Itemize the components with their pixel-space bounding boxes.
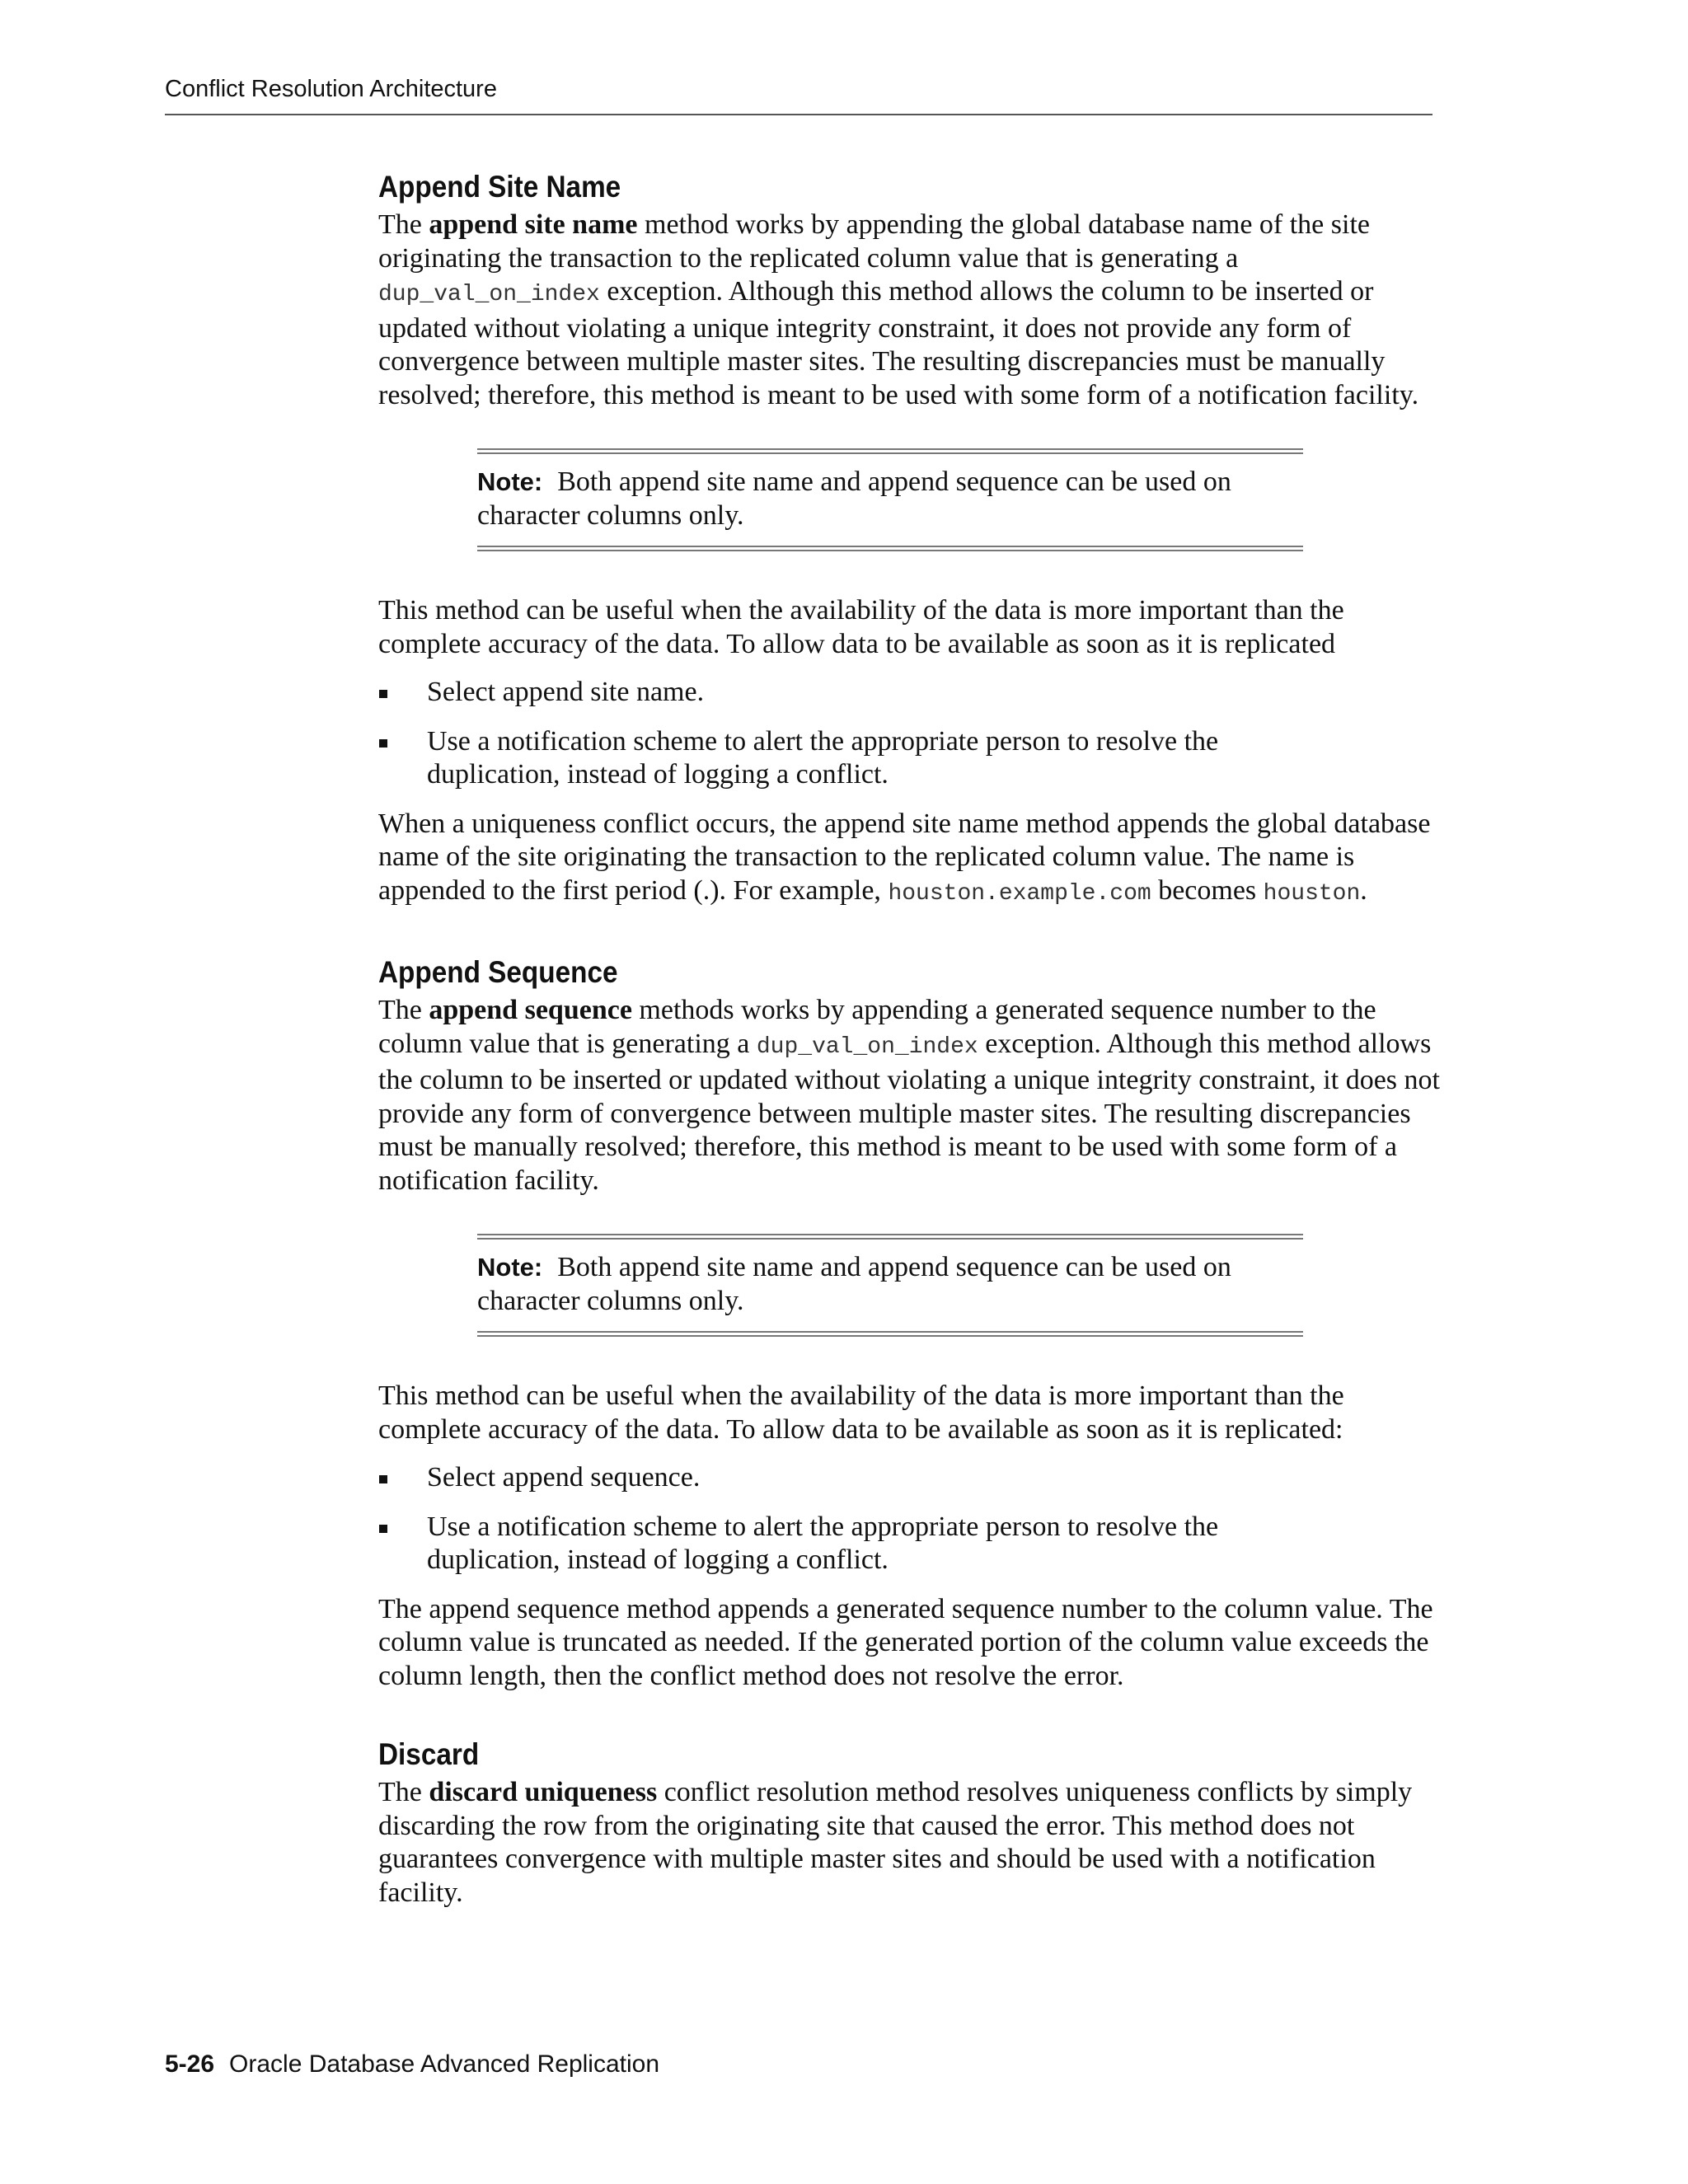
bold-term: append site name [429, 209, 638, 240]
paragraph: The append sequence methods works by appending a generated sequence number to the column value that is generating a dup_val_on_index exception. Although this method allows the column to be inserted or updated without violating a unique integrity constraint, it does not provide any form of convergence between multiple master sites. The resulting discrepancies must be manually resolved; therefore, this method is meant to be used with some form of a notification facility. [378, 995, 1440, 1196]
note-box [477, 1234, 1303, 1337]
list-item: Select append sequence. [378, 1461, 1301, 1495]
code-term: dup_val_on_index [378, 282, 600, 307]
section-append-sequence [378, 954, 1442, 1693]
bullet-square-icon [379, 1525, 387, 1533]
note-rule-top [477, 1234, 1303, 1240]
section-heading: Append Site Name [378, 170, 621, 204]
main-content [378, 169, 1442, 1910]
paragraph: This method can be useful when the availability of the data is more important than the complete accuracy of the data. To allow data to be available as soon as it is replicated: [378, 1380, 1344, 1445]
bullet-square-icon [379, 690, 387, 698]
code-term: houston [1263, 880, 1361, 907]
section-discard [378, 1736, 1442, 1910]
list-item: Use a notification scheme to alert the appropriate person to resolve the duplication, instead of logging a conflict. [378, 1511, 1301, 1577]
running-header: Conflict Resolution Architecture [165, 76, 497, 102]
section-append-site-name [378, 169, 1442, 911]
note-rule-top [477, 448, 1303, 454]
bold-term: append sequence [429, 995, 632, 1025]
bullet-list [378, 676, 1442, 792]
note-text: Both append site name and append sequence can be used on character columns only. [477, 466, 1231, 531]
paragraph: When a uniqueness conflict occurs, the append site name method appends the global database name of the site originating the transaction to the replicated column value. The name is appended to the first period (.). For example, houston.example.com becomes houston. [378, 808, 1431, 907]
section-heading: Discard [378, 1737, 480, 1771]
paragraph: The discard uniqueness conflict resolution method resolves uniqueness conflicts by simply discarding the row from the originating site that caused the error. This method does not guarantees convergence with multiple master sites and should be used with a notification facility. [378, 1777, 1413, 1908]
page-number: 5-26 [165, 2050, 215, 2078]
bold-term: discard uniqueness [429, 1777, 658, 1807]
header-rule [165, 114, 1432, 115]
list-item: Select append site name. [378, 676, 1301, 710]
bullet-square-icon [379, 739, 387, 748]
paragraph: The append sequence method appends a generated sequence number to the column value. The column value is truncated as needed. If the generated portion of the column value exceeds the column length, then the conflict method does not resolve the error. [378, 1593, 1433, 1691]
page-footer [165, 2050, 659, 2079]
note-label: Note: [477, 467, 543, 496]
note-rule-bottom [477, 1331, 1303, 1337]
list-item: Use a notification scheme to alert the appropriate person to resolve the duplication, instead of logging a conflict. [378, 725, 1301, 792]
bullet-square-icon [379, 1475, 387, 1483]
section-heading: Append Sequence [378, 955, 618, 989]
paragraph: This method can be useful when the availability of the data is more important than the complete accuracy of the data. To allow data to be available as soon as it is replicated [378, 595, 1344, 659]
note-text: Both append site name and append sequence can be used on character columns only. [477, 1252, 1231, 1316]
code-term: houston.example.com [888, 880, 1151, 907]
note-box [477, 448, 1303, 551]
book-title: Oracle Database Advanced Replication [229, 2050, 660, 2078]
note-label: Note: [477, 1253, 543, 1282]
paragraph: The append site name method works by appending the global database name of the site originating the transaction to the replicated column value that is generating a dup_val_on_index exception. Although this method allows the column to be inserted or updated without violating a unique integrity constraint, it does not provide any form of convergence between multiple master sites. The resulting discrepancies must be manually resolved; therefore, this method is meant to be used with some form of a notification facility. [378, 209, 1419, 410]
code-term: dup_val_on_index [756, 1033, 978, 1060]
bullet-list [378, 1461, 1442, 1577]
note-rule-bottom [477, 546, 1303, 551]
